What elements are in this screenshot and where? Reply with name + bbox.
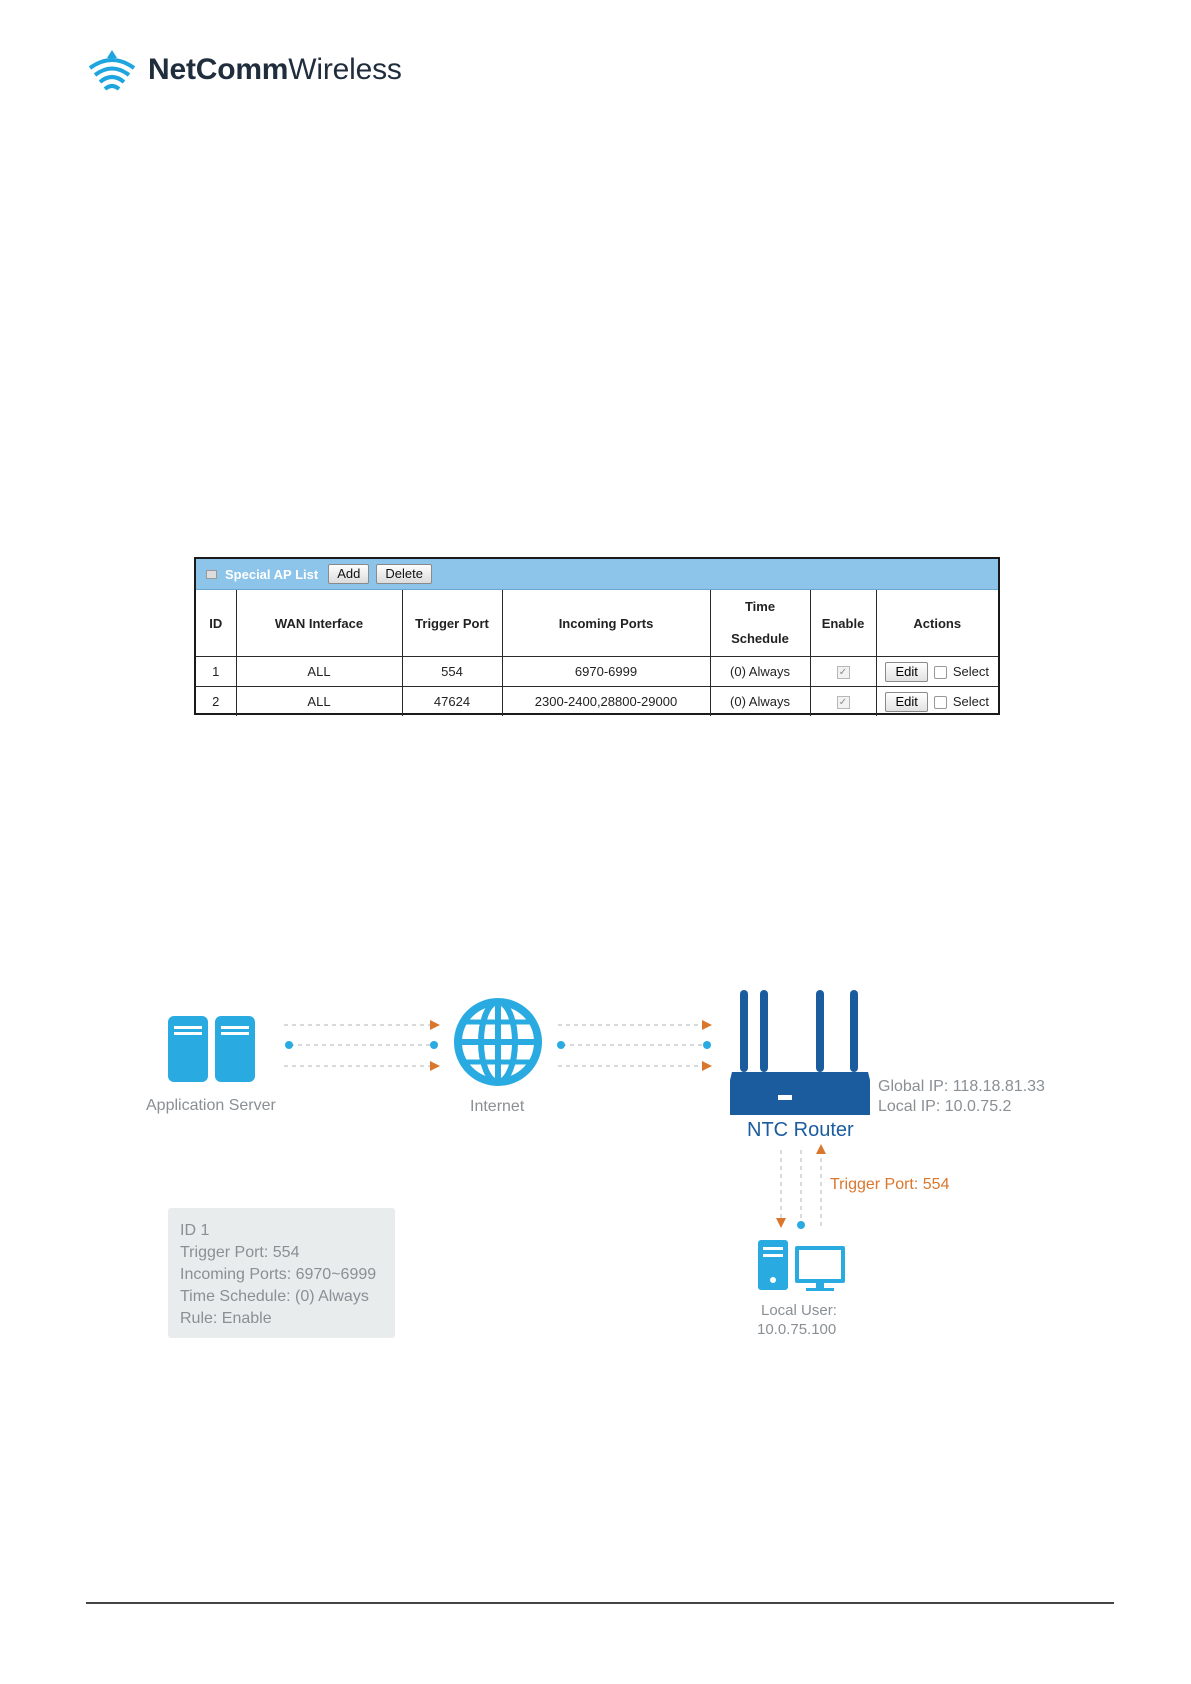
add-button[interactable]: Add — [328, 564, 369, 584]
enable-checkbox[interactable]: ✓ — [837, 666, 850, 679]
info-incoming-ports: Incoming Ports: 6970~6999 — [180, 1266, 377, 1283]
link-dot — [557, 1041, 565, 1049]
arrow-head-icon — [430, 1061, 440, 1071]
rule-info-box — [168, 1208, 395, 1338]
cell-schedule: (0) Always — [710, 687, 810, 717]
cell-incoming: 2300-2400,28800-29000 — [502, 687, 710, 717]
panel-header — [196, 559, 998, 590]
cell-id: 1 — [196, 657, 236, 687]
trigger-port-label: Trigger Port: 554 — [830, 1176, 950, 1193]
info-rule: Rule: Enable — [180, 1310, 272, 1327]
arrow-head-icon — [776, 1218, 786, 1228]
wifi-logo-icon — [86, 46, 138, 94]
col-enable: Enable — [810, 590, 876, 657]
global-ip-label: Global IP: 118.18.81.33 — [878, 1078, 1045, 1095]
link-dot — [285, 1041, 293, 1049]
router-icon — [730, 990, 870, 1115]
internet-label: Internet — [470, 1098, 525, 1115]
server-to-internet-links — [284, 1025, 430, 1066]
col-trigger-port: Trigger Port — [402, 590, 502, 657]
internet-to-router-links — [558, 1025, 702, 1066]
arrow-head-icon — [702, 1061, 712, 1071]
local-user-computer-icon — [758, 1240, 845, 1291]
link-dot — [430, 1041, 438, 1049]
cell-trigger: 47624 — [402, 687, 502, 717]
arrow-head-icon — [430, 1020, 440, 1030]
cell-enable — [810, 687, 876, 717]
application-server-label: Application Server — [146, 1097, 276, 1114]
delete-button[interactable]: Delete — [376, 564, 432, 584]
col-wan-interface: WAN Interface — [236, 590, 402, 657]
select-checkbox[interactable] — [934, 666, 947, 679]
info-time-schedule: Time Schedule: (0) Always — [180, 1288, 369, 1305]
cell-incoming: 6970-6999 — [502, 657, 710, 687]
edit-button[interactable]: Edit — [885, 662, 927, 682]
cell-enable — [810, 657, 876, 687]
link-dot — [797, 1221, 805, 1229]
special-ap-table — [196, 590, 998, 716]
select-checkbox[interactable] — [934, 696, 947, 709]
cell-wan: ALL — [236, 687, 402, 717]
collapse-icon[interactable] — [206, 570, 217, 579]
col-id: ID — [196, 590, 236, 657]
company-logo — [86, 44, 402, 96]
panel-title: Special AP List — [225, 566, 319, 582]
logo-text: NetCommWireless — [148, 53, 402, 86]
col-time-schedule: Time Schedule — [710, 590, 810, 657]
router-to-user-links — [781, 1150, 821, 1228]
info-trigger-port: Trigger Port: 554 — [180, 1244, 300, 1261]
info-id: ID 1 — [180, 1222, 210, 1239]
cell-wan: ALL — [236, 657, 402, 687]
enable-checkbox[interactable]: ✓ — [837, 696, 850, 709]
application-server-icon — [168, 1016, 255, 1082]
footer-divider — [86, 1602, 1114, 1604]
arrow-head-icon — [702, 1020, 712, 1030]
cell-actions — [876, 657, 998, 687]
cell-trigger: 554 — [402, 657, 502, 687]
router-label: NTC Router — [747, 1119, 854, 1141]
cell-id: 2 — [196, 687, 236, 717]
arrow-head-icon — [816, 1144, 826, 1154]
local-ip-label: Local IP: 10.0.75.2 — [878, 1098, 1012, 1115]
edit-button[interactable]: Edit — [885, 692, 927, 712]
select-label: Select — [952, 693, 990, 709]
local-user-ip-label: 10.0.75.100 — [757, 1321, 837, 1338]
col-actions: Actions — [876, 590, 998, 657]
cell-actions — [876, 687, 998, 717]
link-dot — [703, 1041, 711, 1049]
col-incoming-ports: Incoming Ports — [502, 590, 710, 657]
table-row — [196, 687, 998, 717]
table-header-row — [196, 590, 998, 657]
internet-globe-icon — [458, 1002, 538, 1082]
table-row — [196, 657, 998, 687]
special-ap-list-panel — [194, 557, 1000, 715]
cell-schedule: (0) Always — [710, 657, 810, 687]
local-user-label: Local User: — [761, 1302, 837, 1319]
select-label: Select — [952, 663, 990, 679]
